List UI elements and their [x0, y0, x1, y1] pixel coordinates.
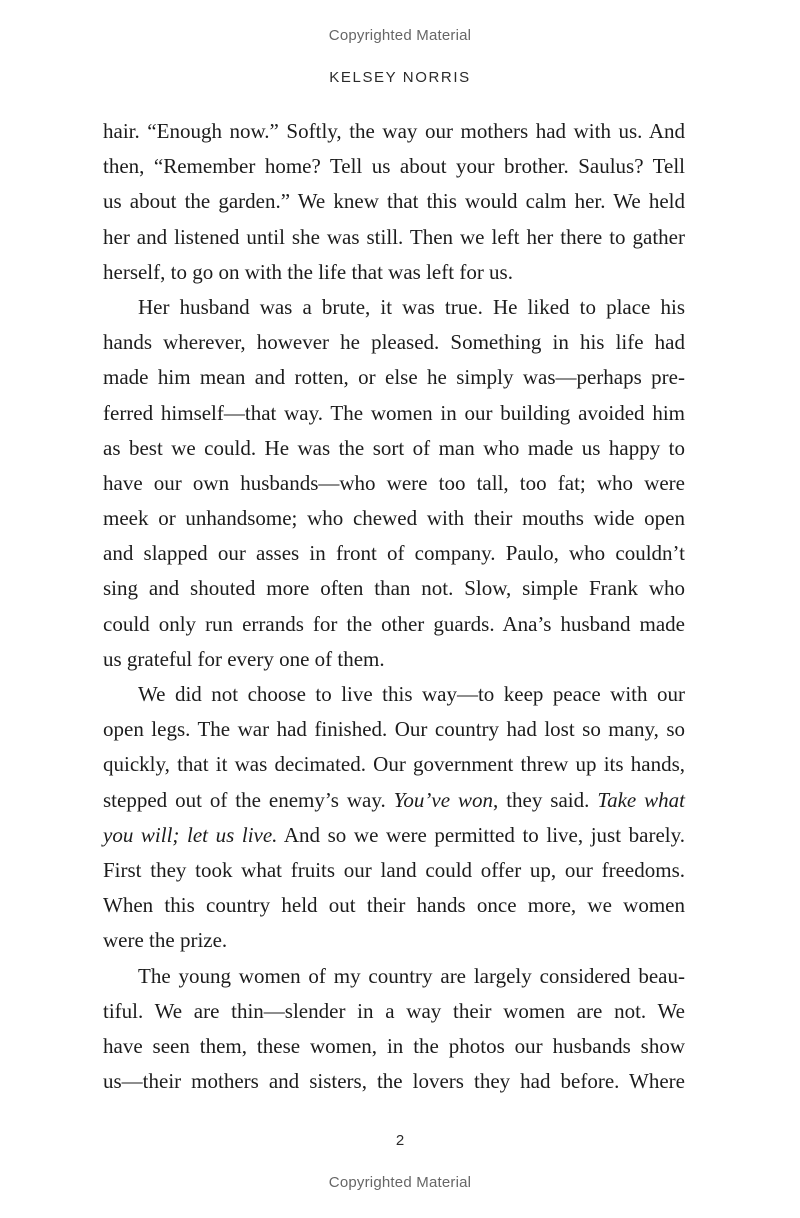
text-line: When this country held out their hands once more, we women	[103, 893, 685, 918]
text-line: have our own husbands—who were too tall, too fat; who were	[103, 470, 685, 495]
paragraph-2	[103, 290, 685, 677]
text-line: then, “Remember home? Tell us about your brother. Saulus? Tell	[103, 154, 685, 179]
text-line: sing and shouted more often than not. Slow, simple Frank who	[103, 576, 685, 601]
paragraph-1	[103, 114, 685, 290]
text-line: tiful. We are thin—slender in a way their women are not. We	[103, 998, 685, 1023]
text-line: herself, to go on with the life that was left for us.	[103, 259, 513, 284]
text-line: her and listened until she was still. Then we left her there to gather	[103, 224, 685, 249]
text-line: have seen them, these women, in the photos our husbands show	[103, 1033, 685, 1058]
text-line: us grateful for every one of them.	[103, 646, 385, 671]
text-line: and slapped our asses in front of company. Paulo, who couldn’t	[103, 541, 685, 566]
text-line: open legs. The war had finished. Our country had lost so many, so	[103, 717, 685, 742]
copyright-watermark-top: Copyrighted Material	[328, 27, 472, 44]
text-run: stepped out of the enemy’s way.	[103, 787, 394, 812]
text-line: First they took what fruits our land could offer up, our freedoms.	[103, 857, 685, 882]
text-line: us—their mothers and sisters, the lovers they had before. Where	[103, 1069, 685, 1094]
italic-run: Take what	[597, 787, 685, 812]
text-line: Her husband was a brute, it was true. He liked to place his	[138, 294, 685, 319]
text-line: hands wherever, however he pleased. Something in his life had	[103, 330, 685, 355]
paragraph-4	[103, 959, 685, 1100]
text-line: us about the garden.” We knew that this would calm her. We held	[103, 189, 685, 214]
italic-run: You’ve won	[393, 787, 493, 812]
text-line: made him mean and rotten, or else he simply was—perhaps pre-	[103, 365, 685, 390]
paragraph-3	[103, 677, 685, 959]
text-run: And so we were permitted to live, just barely.	[277, 822, 686, 847]
running-head-author: KELSEY NORRIS	[329, 69, 471, 86]
text-line: as best we could. He was the sort of man who made us happy to	[103, 435, 685, 460]
text-line: were the prize.	[103, 928, 228, 953]
text-run: , they said.	[493, 787, 598, 812]
text-line: could only run errands for the other guards. Ana’s husband made	[103, 611, 685, 636]
text-line: The young women of my country are largely considered beau-	[138, 963, 685, 988]
text-line: We did not choose to live this way—to keep peace with our	[138, 682, 685, 706]
text-line: meek or unhandsome; who chewed with their mouths wide open	[103, 506, 685, 531]
text-line	[103, 783, 685, 818]
text-line: ferred himself—that way. The women in our building avoided him	[103, 400, 685, 425]
text-line	[103, 818, 685, 853]
text-line: quickly, that it was decimated. Our government threw up its hands,	[103, 752, 685, 777]
body-text	[103, 114, 685, 1099]
text-line: hair. “Enough now.” Softly, the way our mothers had with us. And	[103, 119, 685, 143]
copyright-watermark-bottom: Copyrighted Material	[328, 1174, 472, 1191]
page-number: 2	[395, 1132, 405, 1149]
italic-run: you will; let us live.	[103, 822, 278, 847]
